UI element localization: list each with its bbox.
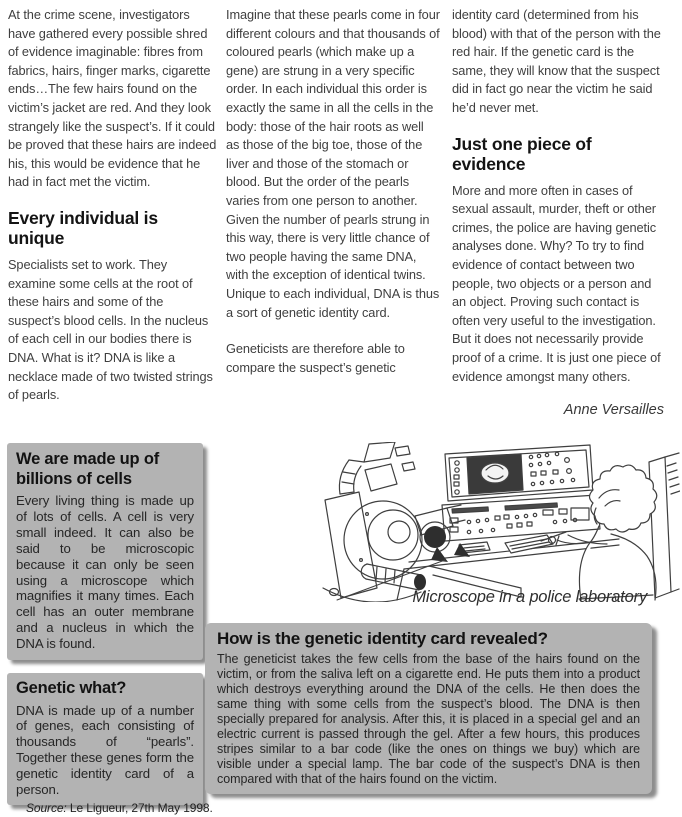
- figure-caption: Microscope in a police laboratory: [412, 588, 647, 606]
- evidence-paragraph: More and more often in cases of sexual assault, murder, theft or other crimes, the police are having genetic analyses done. Why? To try to find evidence of contact between two people, two objects or a person and an object. Proving such contact is often very useful to the investigation. But it does not necessarily provide proof of a crime. It is just one piece of evidence amongst many others.: [452, 182, 661, 384]
- article-column-1: [8, 6, 218, 405]
- bottom-box-body: The geneticist takes the few cells from the base of the hairs found on the victim, or from the saliva left on a cigarette end. He puts them into a product which destroys everything around the DNA of the cells. He then does the same thing with some cells from the suspect’s blood. The DNA is then specially prepared for analysis. After this, it is placed in a special gel and an electric current is passed through the gel. After a few hours, this produces stripes similar to a bar code (like the ones on things we buy) which are visible under a special lamp. The bar code of the suspect’s DNA is then compared with that of the hairs found on the victim.: [217, 651, 640, 786]
- identity-card-paragraph: identity card (determined from his blood) with that of the person with the red hair. If the genetic card is the same, they will know that the suspect did in fact go near the victim he said he’d never met.: [452, 7, 661, 115]
- bottom-box-heading: How is the genetic identity card revealed?: [217, 629, 548, 648]
- intro-paragraph: At the crime scene, investigators have gathered every possible shred of evidence imaginable: fibres from fabrics, hairs, finger marks, cigarette ends…The few hairs found on the victim’s jacket are red. And they look strangely like the suspect’s. If it could be proved that these hairs are indeed his, this would be evidence that he had in fact met the victim.: [8, 7, 217, 190]
- source-label: Source:: [26, 801, 67, 815]
- pearls-paragraph: Imagine that these pearls come in four different colours and that thousands of coloured pearls (which make up a gene) are strung in a very specific order. In each individual this order is exactly the same in all the cells in the body: those of the hair roots as well as those of the big toe, those of the liver and those of the stomach or blood. But the order of the pearls varies from one person to another. Given the number of pearls strung in this way, there is very little chance of two people having the same DNA, with the exception of identical twins. Unique to each individual, DNA is thus a sort of genetic identity card.: [226, 7, 440, 320]
- heading-every-individual: Every individual is unique: [8, 207, 158, 248]
- laboratory-illustration: [308, 442, 680, 602]
- sidebar-box-cells-body: Every living thing is made up of lots of cells. A cell is very small indeed. It can also be said to be microscopic because it can only be seen using a microscope which magnifies it many times. Each cell has an outer membrane and a nucleus in which the DNA is found.: [16, 493, 194, 652]
- source-text: Le Ligueur, 27th May 1998.: [66, 801, 213, 815]
- sidebar-box-genetic-body: DNA is made up of a number of genes, each consisting of thousands of “pearls”. Together these genes form the genetic identity card of a person.: [16, 702, 194, 798]
- heading-one-piece-of-evidence: Just one piece of evidence: [452, 133, 592, 174]
- specialists-paragraph: Specialists set to work. They examine some cells at the root of these hairs and some of the suspect’s blood cells. In the nucleus of each cell in our bodies there is DNA. What is it? DNA is like a necklace made of two twisted strings of pearls.: [8, 256, 213, 403]
- article-column-3: [452, 6, 664, 418]
- bottom-box-how-revealed: [205, 623, 652, 794]
- sidebar-box-genetic-heading: Genetic what?: [16, 679, 127, 697]
- sidebar-box-cells: [7, 443, 203, 660]
- source-citation: [26, 801, 213, 815]
- author-byline: Anne Versailles: [563, 402, 664, 419]
- sidebar-box-cells-heading: We are made up of billions of cells: [16, 450, 159, 488]
- article-column-2: [226, 6, 440, 377]
- sidebar-box-genetic-what: [7, 673, 203, 805]
- geneticists-paragraph: Geneticists are therefore able to compare the suspect’s genetic: [226, 341, 405, 375]
